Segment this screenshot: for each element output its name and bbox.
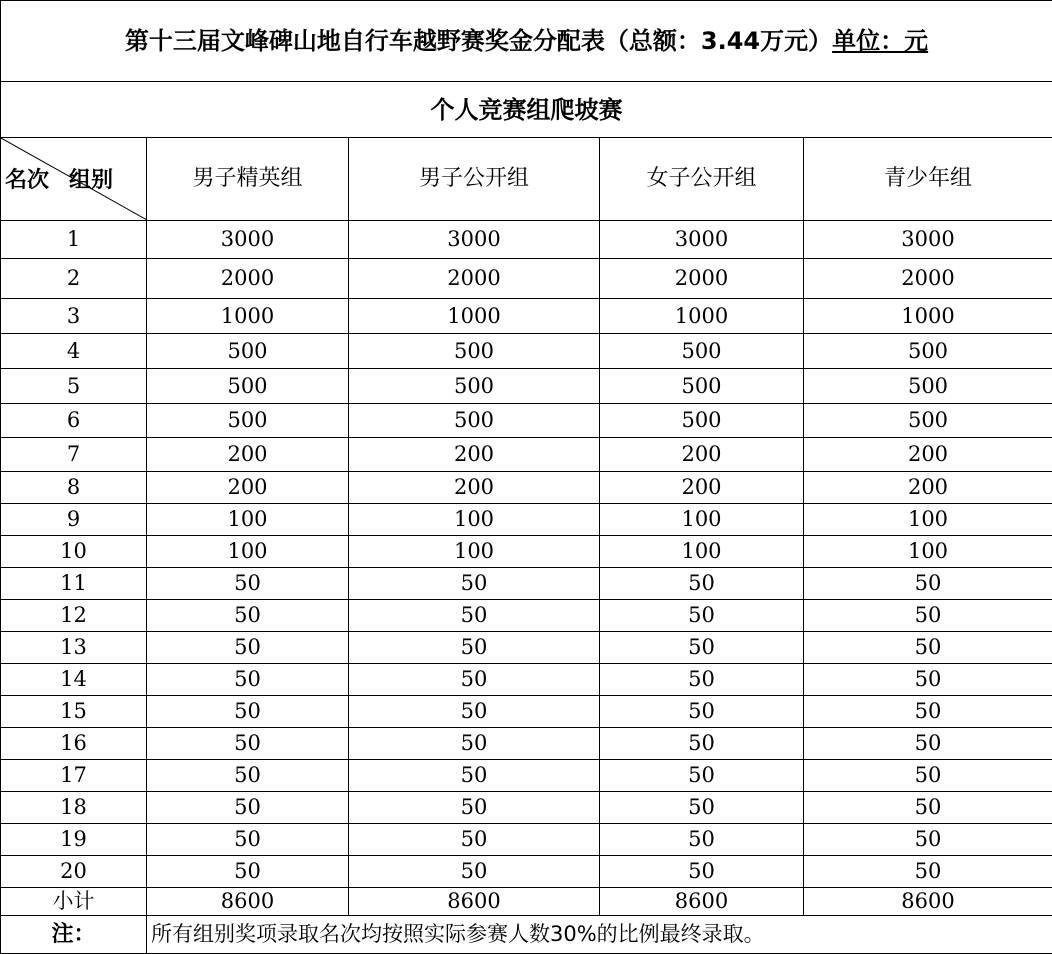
rank-cell: 16 bbox=[1, 728, 147, 760]
corner-group-label: 组别 bbox=[69, 170, 113, 192]
prize-cell: 50 bbox=[349, 664, 600, 696]
rank-cell: 4 bbox=[1, 334, 147, 369]
prize-cell: 50 bbox=[600, 696, 804, 728]
subtotal-cell: 8600 bbox=[804, 888, 1052, 916]
prize-cell: 50 bbox=[349, 824, 600, 856]
prize-cell: 50 bbox=[804, 824, 1052, 856]
prize-cell: 50 bbox=[147, 728, 349, 760]
prize-cell: 2000 bbox=[804, 259, 1052, 299]
prize-cell: 200 bbox=[147, 472, 349, 504]
table-row bbox=[1, 792, 1052, 824]
table-row bbox=[1, 632, 1052, 664]
subtotal-label: 小计 bbox=[1, 888, 147, 916]
prize-cell: 3000 bbox=[804, 221, 1052, 259]
header-row bbox=[1, 138, 1052, 221]
prize-cell: 200 bbox=[804, 438, 1052, 472]
prize-cell: 50 bbox=[147, 792, 349, 824]
group-header-men-elite: 男子精英组 bbox=[147, 138, 349, 221]
prize-cell: 50 bbox=[147, 824, 349, 856]
subtotal-cell: 8600 bbox=[600, 888, 804, 916]
prize-cell: 500 bbox=[804, 334, 1052, 369]
rank-cell: 10 bbox=[1, 536, 147, 568]
prize-cell: 50 bbox=[349, 696, 600, 728]
table-row bbox=[1, 536, 1052, 568]
prize-cell: 1000 bbox=[600, 299, 804, 334]
rank-cell: 9 bbox=[1, 504, 147, 536]
prize-cell: 50 bbox=[349, 600, 600, 632]
group-header-men-open: 男子公开组 bbox=[349, 138, 600, 221]
rank-cell: 8 bbox=[1, 472, 147, 504]
prize-cell: 1000 bbox=[804, 299, 1052, 334]
prize-cell: 50 bbox=[804, 728, 1052, 760]
table-row bbox=[1, 221, 1052, 259]
prize-cell: 50 bbox=[147, 568, 349, 600]
prize-cell: 100 bbox=[147, 536, 349, 568]
prize-cell: 500 bbox=[349, 404, 600, 438]
prize-cell: 3000 bbox=[147, 221, 349, 259]
table-row bbox=[1, 856, 1052, 888]
rank-cell: 17 bbox=[1, 760, 147, 792]
prize-cell: 50 bbox=[600, 792, 804, 824]
prize-cell: 100 bbox=[349, 536, 600, 568]
prize-cell: 3000 bbox=[600, 221, 804, 259]
prize-cell: 200 bbox=[147, 438, 349, 472]
prize-cell: 500 bbox=[600, 404, 804, 438]
note-text: 所有组别奖项录取名次均按照实际参赛人数30%的比例最终录取。 bbox=[147, 916, 1052, 954]
table-row bbox=[1, 728, 1052, 760]
table-row bbox=[1, 600, 1052, 632]
prize-cell: 500 bbox=[349, 369, 600, 404]
prize-cell: 500 bbox=[349, 334, 600, 369]
prize-cell: 50 bbox=[600, 600, 804, 632]
subtotal-cell: 8600 bbox=[147, 888, 349, 916]
prize-cell: 100 bbox=[600, 504, 804, 536]
table-row bbox=[1, 664, 1052, 696]
prize-cell: 500 bbox=[804, 369, 1052, 404]
prize-cell: 50 bbox=[804, 696, 1052, 728]
prize-cell: 2000 bbox=[600, 259, 804, 299]
prize-cell: 500 bbox=[804, 404, 1052, 438]
rank-cell: 7 bbox=[1, 438, 147, 472]
section-subtitle: 个人竞赛组爬坡赛 bbox=[1, 82, 1052, 138]
prize-cell: 50 bbox=[804, 600, 1052, 632]
prize-cell: 50 bbox=[147, 600, 349, 632]
prize-cell: 50 bbox=[349, 632, 600, 664]
rank-cell: 13 bbox=[1, 632, 147, 664]
prize-cell: 50 bbox=[147, 760, 349, 792]
prize-cell: 100 bbox=[804, 536, 1052, 568]
note-row bbox=[1, 916, 1052, 954]
title-main: 第十三届文峰碑山地自行车越野赛奖金分配表（总额：3.44万元） bbox=[125, 27, 832, 55]
title-unit: 单位：元 bbox=[832, 27, 928, 55]
rank-cell: 1 bbox=[1, 221, 147, 259]
prize-cell: 2000 bbox=[349, 259, 600, 299]
table-row bbox=[1, 259, 1052, 299]
group-header-youth: 青少年组 bbox=[804, 138, 1052, 221]
table-row bbox=[1, 760, 1052, 792]
prize-cell: 200 bbox=[349, 438, 600, 472]
prize-cell: 50 bbox=[600, 760, 804, 792]
prize-cell: 3000 bbox=[349, 221, 600, 259]
prize-cell: 50 bbox=[349, 728, 600, 760]
rank-cell: 12 bbox=[1, 600, 147, 632]
prize-cell: 200 bbox=[600, 438, 804, 472]
prize-cell: 50 bbox=[804, 632, 1052, 664]
prize-cell: 200 bbox=[349, 472, 600, 504]
prize-cell: 500 bbox=[600, 369, 804, 404]
prize-cell: 1000 bbox=[147, 299, 349, 334]
table-row bbox=[1, 504, 1052, 536]
prize-cell: 500 bbox=[147, 334, 349, 369]
rank-cell: 2 bbox=[1, 259, 147, 299]
subtotal-row bbox=[1, 888, 1052, 916]
corner-header-cell bbox=[1, 138, 147, 221]
table-row bbox=[1, 568, 1052, 600]
prize-cell: 50 bbox=[147, 632, 349, 664]
prize-cell: 50 bbox=[147, 664, 349, 696]
table-row bbox=[1, 334, 1052, 369]
subtitle-row bbox=[1, 82, 1052, 138]
prize-cell: 200 bbox=[600, 472, 804, 504]
prize-cell: 50 bbox=[147, 696, 349, 728]
prize-cell: 50 bbox=[804, 760, 1052, 792]
rank-cell: 14 bbox=[1, 664, 147, 696]
prize-cell: 50 bbox=[804, 792, 1052, 824]
prize-cell: 1000 bbox=[349, 299, 600, 334]
table-row bbox=[1, 369, 1052, 404]
prize-cell: 50 bbox=[600, 856, 804, 888]
prize-cell: 50 bbox=[349, 568, 600, 600]
corner-rank-label: 名次 bbox=[5, 170, 49, 192]
prize-cell: 50 bbox=[600, 824, 804, 856]
rank-cell: 18 bbox=[1, 792, 147, 824]
prize-cell: 50 bbox=[804, 568, 1052, 600]
table-row bbox=[1, 438, 1052, 472]
prize-cell: 100 bbox=[349, 504, 600, 536]
prize-cell: 50 bbox=[349, 792, 600, 824]
prize-cell: 200 bbox=[804, 472, 1052, 504]
rank-cell: 3 bbox=[1, 299, 147, 334]
table-row bbox=[1, 824, 1052, 856]
prize-cell: 50 bbox=[804, 856, 1052, 888]
rank-cell: 15 bbox=[1, 696, 147, 728]
rank-cell: 19 bbox=[1, 824, 147, 856]
rank-cell: 11 bbox=[1, 568, 147, 600]
prize-cell: 50 bbox=[804, 664, 1052, 696]
prize-cell: 50 bbox=[349, 760, 600, 792]
prize-cell: 50 bbox=[600, 632, 804, 664]
table-row bbox=[1, 696, 1052, 728]
subtotal-cell: 8600 bbox=[349, 888, 600, 916]
note-label: 注： bbox=[1, 916, 147, 954]
prize-cell: 2000 bbox=[147, 259, 349, 299]
title-row bbox=[1, 1, 1052, 82]
group-header-women-open: 女子公开组 bbox=[600, 138, 804, 221]
table-row bbox=[1, 404, 1052, 438]
rank-cell: 20 bbox=[1, 856, 147, 888]
prize-cell: 50 bbox=[600, 728, 804, 760]
table-title bbox=[1, 1, 1052, 82]
prize-cell: 100 bbox=[600, 536, 804, 568]
prize-cell: 500 bbox=[600, 334, 804, 369]
rank-cell: 6 bbox=[1, 404, 147, 438]
rank-cell: 5 bbox=[1, 369, 147, 404]
prize-cell: 500 bbox=[147, 369, 349, 404]
table-row bbox=[1, 472, 1052, 504]
prize-cell: 500 bbox=[147, 404, 349, 438]
prize-cell: 50 bbox=[147, 856, 349, 888]
prize-cell: 100 bbox=[147, 504, 349, 536]
table-row bbox=[1, 299, 1052, 334]
prize-cell: 100 bbox=[804, 504, 1052, 536]
prize-cell: 50 bbox=[600, 664, 804, 696]
prize-cell: 50 bbox=[600, 568, 804, 600]
prize-cell: 50 bbox=[349, 856, 600, 888]
